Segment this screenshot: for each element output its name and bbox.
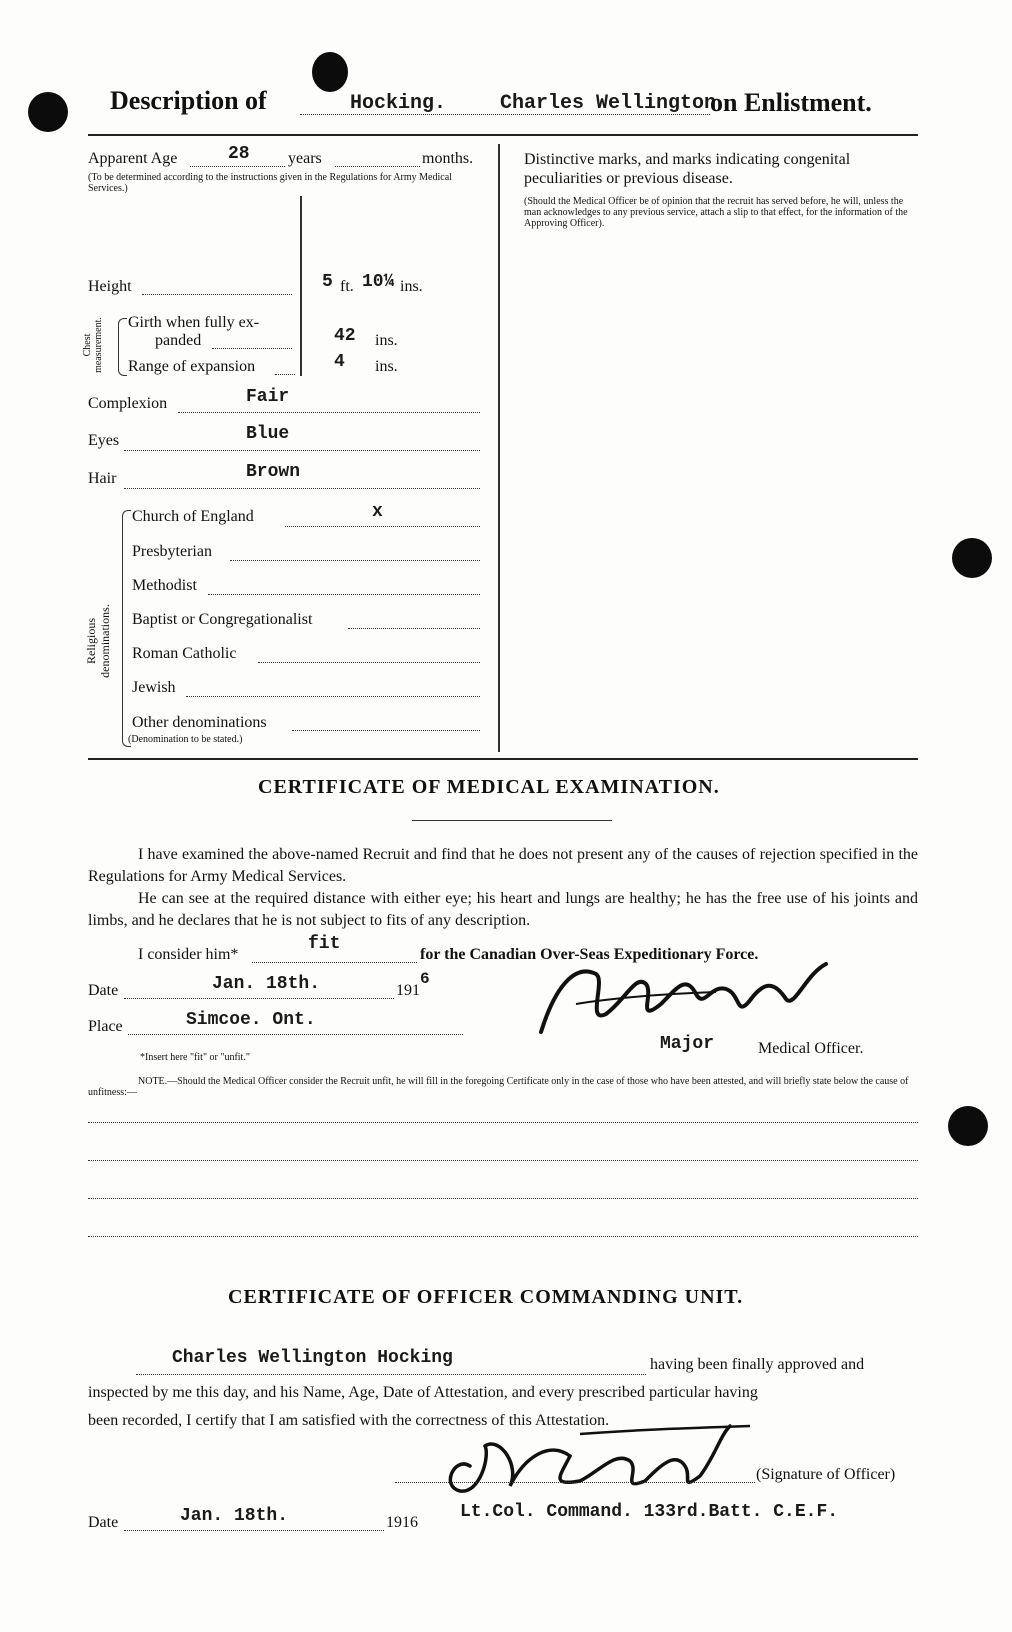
medical-date-dotted	[124, 998, 394, 999]
religion-brace	[122, 510, 131, 747]
religion-roman-catholic: Roman Catholic	[132, 645, 237, 662]
punch-hole	[312, 52, 348, 92]
religion-methodist: Methodist	[132, 577, 197, 594]
punch-hole	[28, 92, 68, 132]
place-label: Place	[88, 1018, 123, 1035]
range-dotted	[275, 374, 295, 375]
unfit-line	[88, 1198, 918, 1199]
unfit-note: NOTE.—Should the Medical Officer consider the Recruit unfit, he will fill in the foregoing Certificate only in the case of those who have been attested, and will briefly state below the cause of unfitness:—	[88, 1076, 909, 1098]
place-value: Simcoe. Ont.	[186, 1010, 316, 1030]
complexion-value: Fair	[246, 387, 290, 407]
hair-dotted	[124, 488, 480, 489]
hair-value: Brown	[246, 462, 301, 482]
ft-label: ft.	[340, 278, 354, 295]
consider-label: I consider him*	[138, 946, 239, 963]
medical-date-value: Jan. 18th.	[212, 974, 321, 994]
distinctive-marks-note: (Should the Medical Officer be of opinion that the recruit has served before, he will, unless the man acknowledges to any previous service, attach a slip to that effect, for the information of the Approving Officer).	[524, 196, 908, 229]
medical-para-2: He can see at the required distance with either eye; his heart and lungs are healthy; he has the free use of his joints and limbs, and he declares that he is not subject to fits of any description.	[88, 890, 918, 929]
unit-value: Lt.Col. Command. 133rd.Batt. C.E.F.	[460, 1502, 839, 1522]
age-dotted	[190, 166, 285, 167]
commanding-date-dotted	[124, 1530, 384, 1531]
age-value: 28	[228, 144, 250, 164]
chest-brace	[118, 318, 127, 376]
girth-label-1: Girth when fully ex-	[128, 314, 260, 331]
commanding-officer-signature	[430, 1416, 760, 1506]
place-dotted	[128, 1034, 463, 1035]
commanding-year: 1916	[386, 1514, 418, 1531]
religion-jewish: Jewish	[132, 679, 176, 696]
section-rule	[88, 758, 918, 760]
recruit-full-name: Charles Wellington Hocking	[172, 1348, 453, 1368]
girth-dotted	[212, 348, 292, 349]
header-dotted-line	[300, 114, 710, 115]
given-names-value: Charles Wellington	[500, 92, 717, 115]
religion-dotted	[208, 594, 480, 595]
denomination-note: (Denomination to be stated.)	[128, 734, 243, 745]
commanding-line-1-end: having been finally approved and	[650, 1356, 865, 1373]
surname-value: Hocking.	[350, 92, 447, 115]
column-divider	[498, 144, 500, 752]
religion-mark: x	[372, 502, 383, 522]
consider-dotted	[252, 962, 417, 963]
height-ft-value: 5	[322, 272, 333, 292]
religion-dotted	[230, 560, 480, 561]
commanding-line-2: inspected by me this day, and his Name, Age, Date of Attestation, and every prescribed particular having	[88, 1384, 758, 1401]
girth-value: 42	[334, 326, 356, 346]
commanding-line-3: been recorded, I certify that I am satisfied with the correctness of this Attestation.	[88, 1412, 610, 1429]
girth-ins-label: ins.	[375, 332, 398, 349]
force-label: for the Canadian Over-Seas Expeditionary Force.	[420, 946, 759, 963]
punch-hole	[952, 538, 992, 578]
eyes-value: Blue	[246, 424, 290, 444]
signature-of-officer-label: (Signature of Officer)	[756, 1466, 896, 1483]
signature-dotted	[395, 1482, 755, 1483]
commanding-certificate-heading: CERTIFICATE OF OFFICER COMMANDING UNIT.	[228, 1286, 744, 1308]
range-label: Range of expansion	[128, 358, 256, 375]
religion-dotted	[258, 662, 480, 663]
religion-dotted	[348, 628, 480, 629]
medical-para-1: I have examined the above-named Recruit and find that he does not present any of the causes of rejection specified in the Regulations for Army Medical Services.	[88, 846, 918, 885]
medical-year-prefix: 191	[396, 982, 420, 999]
months-label: months.	[422, 150, 474, 167]
rank-value: Major	[660, 1034, 715, 1054]
hair-label: Hair	[88, 470, 117, 487]
medical-officer-signature	[536, 944, 836, 1044]
commanding-date-label: Date	[88, 1514, 119, 1531]
chest-label: Chest measurement.	[82, 317, 104, 373]
girth-label-2: panded	[155, 332, 202, 349]
age-note: (To be determined according to the instructions given in the Regulations for Army Medical Services.)	[88, 172, 452, 194]
religion-church-of-england: Church of England	[132, 508, 254, 525]
unfit-line	[88, 1122, 918, 1123]
religion-dotted	[285, 526, 480, 527]
unfit-line	[88, 1236, 918, 1237]
religion-presbyterian: Presbyterian	[132, 543, 212, 560]
commanding-date-value: Jan. 18th.	[180, 1506, 289, 1526]
range-ins-label: ins.	[375, 358, 398, 375]
religion-dotted	[186, 696, 480, 697]
range-value: 4	[334, 352, 345, 372]
header-description-of: Description of	[110, 86, 267, 115]
months-dotted	[335, 166, 420, 167]
complexion-label: Complexion	[88, 395, 168, 412]
medical-date-label: Date	[88, 982, 119, 999]
apparent-age-label: Apparent Age	[88, 150, 178, 167]
header-rule	[88, 134, 918, 136]
header-on-enlistment: on Enlistment.	[710, 88, 872, 117]
left-inner-divider	[300, 196, 302, 376]
height-label: Height	[88, 278, 132, 295]
heading-underline	[412, 820, 612, 821]
medical-certificate-heading: CERTIFICATE OF MEDICAL EXAMINATION.	[258, 776, 720, 798]
medical-year-suffix: 6	[420, 970, 430, 988]
name-dotted	[136, 1374, 646, 1375]
eyes-dotted	[124, 450, 480, 451]
height-ins-label: ins.	[400, 278, 423, 295]
religion-label: Religious denominations.	[84, 604, 112, 678]
religion-dotted	[292, 730, 480, 731]
eyes-label: Eyes	[88, 432, 120, 449]
distinctive-marks-heading: Distinctive marks, and marks indicating congenital peculiarities or previous disease.	[524, 151, 851, 187]
religion-baptist: Baptist or Congregationalist	[132, 611, 313, 628]
punch-hole	[948, 1106, 988, 1146]
years-label: years	[288, 150, 322, 167]
medical-officer-label: Medical Officer.	[758, 1040, 864, 1057]
unfit-line	[88, 1160, 918, 1161]
height-in-value: 10¼	[362, 272, 395, 292]
fit-value: fit	[308, 934, 341, 954]
height-dotted	[142, 294, 292, 295]
religion-other: Other denominations	[132, 714, 267, 731]
complexion-dotted	[178, 412, 480, 413]
insert-note: *Insert here "fit" or "unfit."	[140, 1052, 250, 1063]
